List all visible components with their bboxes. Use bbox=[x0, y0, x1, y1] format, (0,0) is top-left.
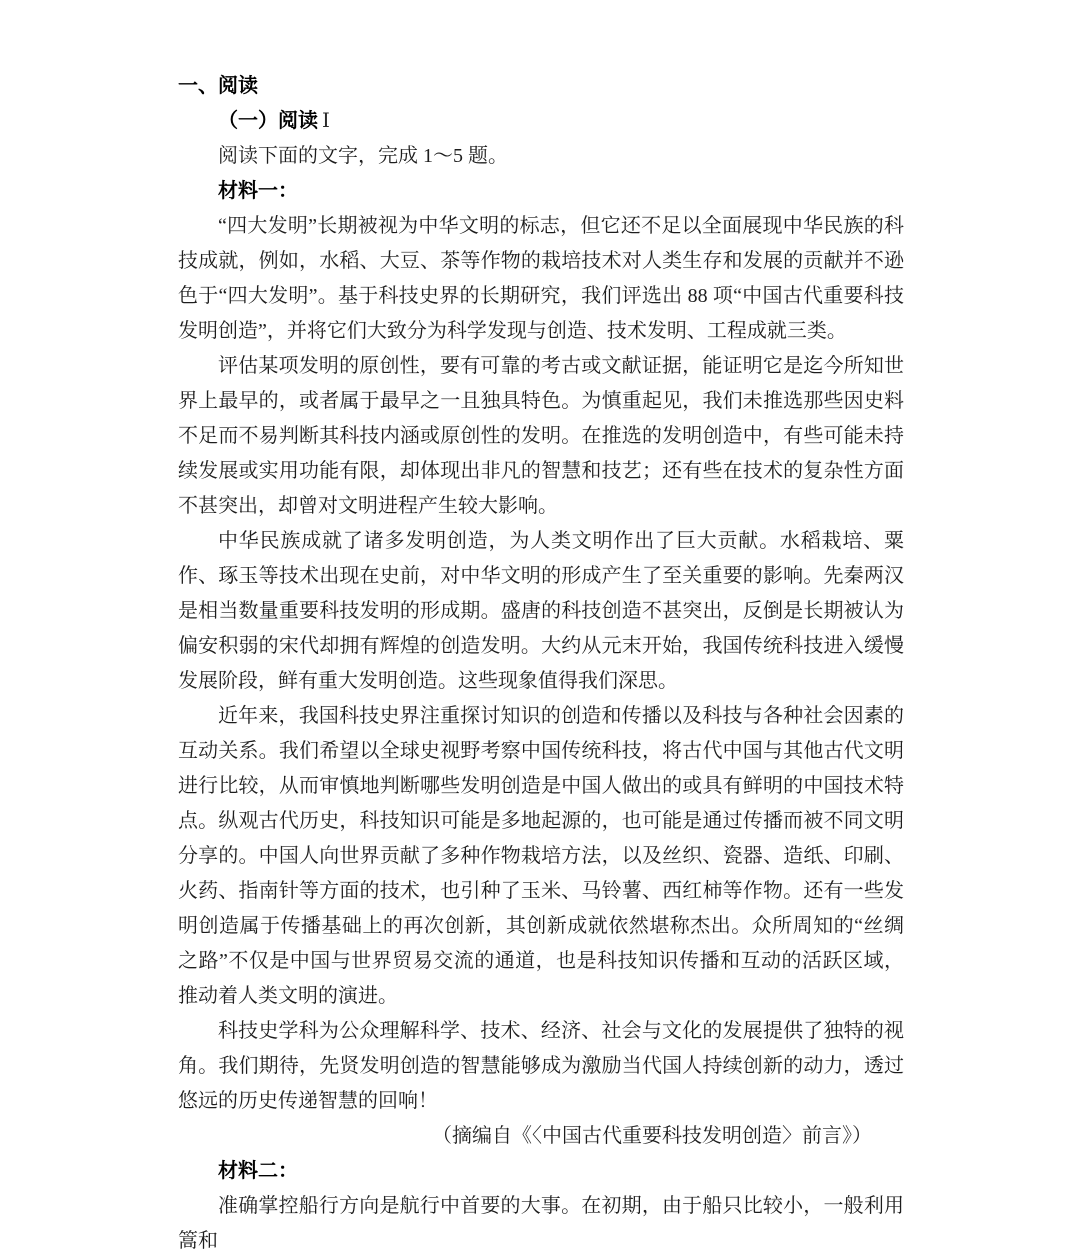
material-one-paragraph-3: 中华民族成就了诸多发明创造，为人类文明作出了巨大贡献。水稻栽培、粟作、琢玉等技术出现在史前，对中华文明的形成产生了至关重要的影响。先秦两汉是相当数量重要科技发明的形成期。盛唐的科技创造不甚突出，反倒是长期被认为偏安积弱的宋代却拥有辉煌的创造发明。大约从元末开始，我国传统科技进入缓慢发展阶段，鲜有重大发明创造。这些现象值得我们深思。 bbox=[178, 530, 904, 692]
material-one-paragraph-2: 评估某项发明的原创性，要有可靠的考古或文献证据，能证明它是迄今所知世界上最早的，或者属于最早之一且独具特色。为慎重起见，我们未推选那些因史料不足而不易判断其科技内涵或原创性的发明。在推选的发明创造中，有些可能未持续发展或实用功能有限，却体现出非凡的智慧和技艺；还有些在技术的复杂性方面不甚突出，却曾对文明进程产生较大影响。 bbox=[178, 355, 904, 517]
exam-reading-page bbox=[178, 69, 904, 1259]
material-two-paragraph-1: 准确掌控船行方向是航行中首要的大事。在初期，由于船只比较小，一般利用篙和 bbox=[178, 1195, 904, 1252]
material-one-attribution: （摘编自《〈中国古代重要科技发明创造〉前言》） bbox=[432, 1125, 872, 1147]
instructions-line: 阅读下面的文字，完成 1～5 题。 bbox=[218, 145, 508, 167]
material-one-paragraph-1: “四大发明”长期被视为中华文明的标志，但它还不足以全面展现中华民族的科技成就，例如，水稻、大豆、茶等作物的栽培技术对人类生存和发展的贡献并不逊色于“四大发明”。基于科技史界的长期研究，我们评选出 88 项“中国古代重要科技发明创造”，并将它们大致分为科学发现与创造、技术发明、工程成就三类。 bbox=[178, 215, 904, 342]
material-one-paragraph-4: 近年来，我国科技史界注重探讨知识的创造和传播以及科技与各种社会因素的互动关系。我们希望以全球史视野考察中国传统科技，将古代中国与其他古代文明进行比较，从而审慎地判断哪些发明创造是中国人做出的或具有鲜明的中国技术特点。纵观古代历史，科技知识可能是多地起源的，也可能是通过传播而被不同文明分享的。中国人向世界贡献了多种作物栽培方法，以及丝织、瓷器、造纸、印刷、火药、指南针等方面的技术，也引种了玉米、马铃薯、西红柿等作物。还有一些发明创造属于传播基础上的再次创新，其创新成就依然堪称杰出。众所周知的“丝绸之路”不仅是中国与世界贸易交流的通道，也是科技知识传播和互动的活跃区域，推动着人类文明的演进。 bbox=[178, 705, 904, 1007]
subsection-label: （一）阅读 bbox=[218, 110, 318, 132]
section-heading: 一、阅读 bbox=[178, 75, 258, 97]
material-two-label: 材料二： bbox=[218, 1160, 298, 1182]
subsection-heading bbox=[178, 104, 904, 139]
material-one-label: 材料一： bbox=[218, 180, 298, 202]
material-one-paragraph-5: 科技史学科为公众理解科学、技术、经济、社会与文化的发展提供了独特的视角。我们期待，先贤发明创造的智慧能够成为激励当代国人持续创新的动力，透过悠远的历史传递智慧的回响！ bbox=[178, 1020, 904, 1112]
subsection-numeral: Ⅰ bbox=[322, 110, 330, 132]
